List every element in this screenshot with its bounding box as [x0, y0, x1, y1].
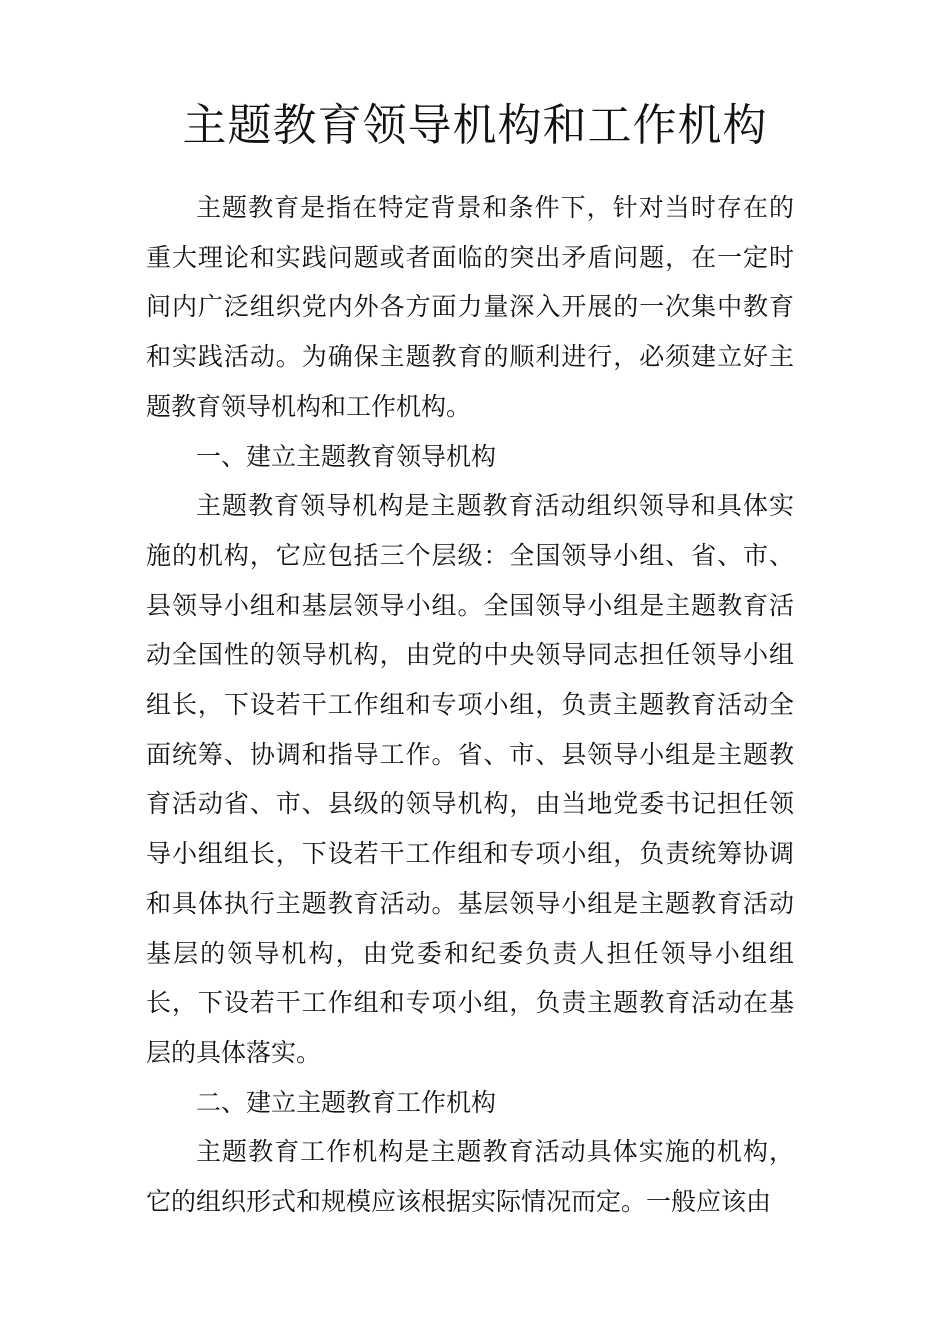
section-2-paragraph: 主题教育工作机构是主题教育活动具体实施的机构，它的组织形式和规模应该根据实际情况而定。一般应该由: [146, 1137, 794, 1217]
document-body: [146, 183, 794, 1227]
section-heading-2: 二、建立主题教育工作机构: [196, 1087, 497, 1117]
document-title: 主题教育领导机构和工作机构: [182, 100, 768, 151]
section-1-paragraph: 主题教育领导机构是主题教育活动组织领导和具体实施的机构，它应包括三个层级：全国领导小组、省、市、县领导小组和基层领导小组。全国领导小组是主题教育活动全国性的领导机构，由党的中央领导同志担任领导小组组长，下设若干工作组和专项小组，负责主题教育活动全面统筹、协调和指导工作。省、市、县领导小组是主题教育活动省、市、县级的领导机构，由当地党委书记担任领导小组组长，下设若干工作组和专项小组，负责统筹协调和具体执行主题教育活动。基层领导小组是主题教育活动基层的领导机构，由党委和纪委负责人担任领导小组组长，下设若干工作组和专项小组，负责主题教育活动在基层的具体落实。: [146, 491, 794, 1067]
intro-paragraph: 主题教育是指在特定背景和条件下，针对当时存在的重大理论和实践问题或者面临的突出矛盾问题，在一定时间内广泛组织党内外各方面力量深入开展的一次集中教育和实践活动。为确保主题教育的顺利进行，必须建立好主题教育领导机构和工作机构。: [146, 193, 794, 421]
section-heading-1: 一、建立主题教育领导机构: [196, 441, 497, 471]
